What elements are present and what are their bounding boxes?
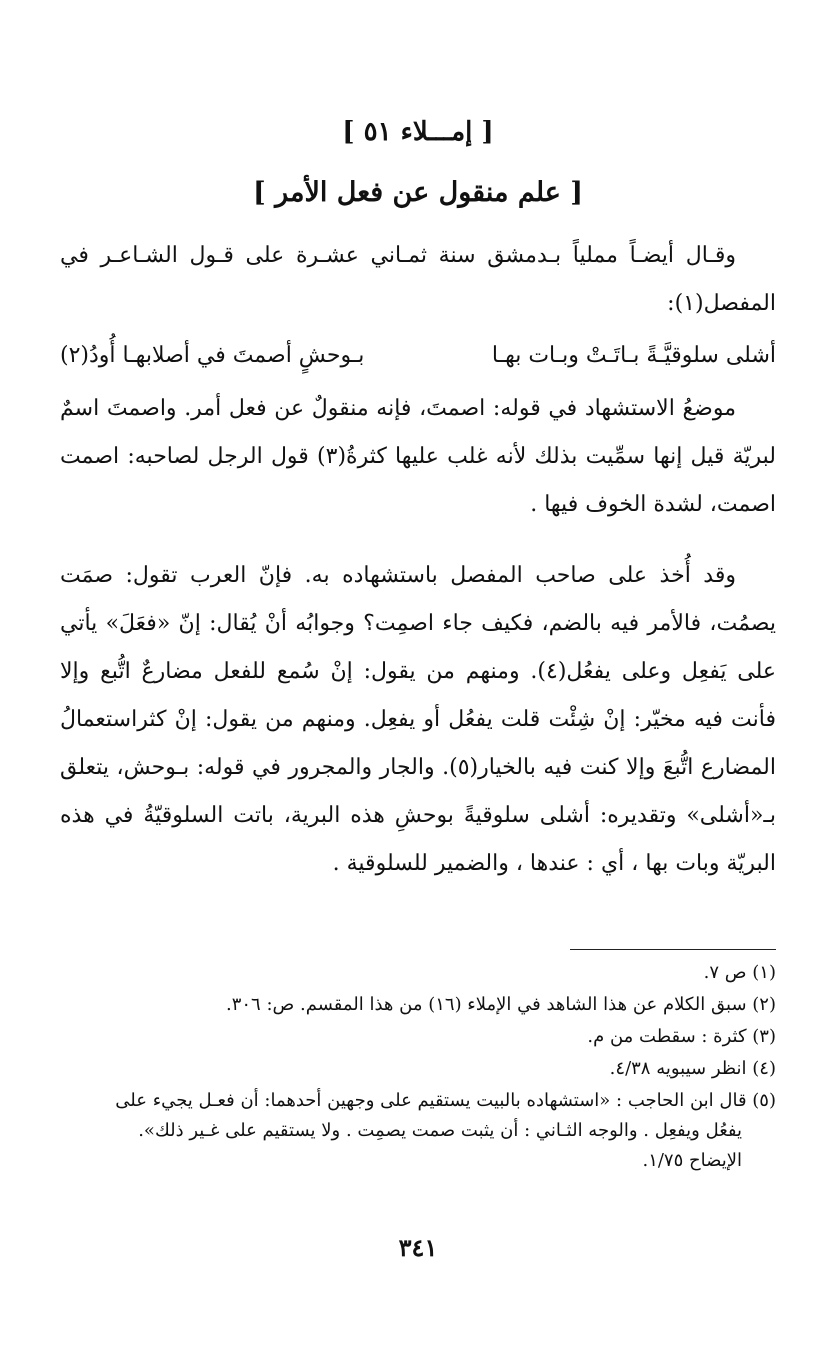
verse-hemistich-second: بـوحشٍ أصمتَ في أصلابهـا أُودُ(٢) [60,343,365,368]
imla-title: [ إمـــلاء ٥١ ] [342,117,494,147]
footnote-3: (٣) كثرة : سقطت من م. [587,1026,776,1047]
footnote-5-continuation: يفعُل ويفعِل . والوجه الثـاني : أن يثبت صمت يصمِت . ولا يستقيم على غـير ذلك». [138,1120,742,1141]
document-page [60,0,776,1349]
footnote-5-text: (٥) قال ابن الحاجب : «استشهاده بالبيت يستقيم على وجهين أحدهما: أن فعـل يجيء على [115,1090,776,1111]
body-paragraph-1: موضعُ الاستشهاد في قوله: اصمتَ، فإنه منقولٌ عن فعل أمر. واصمتَ اسمٌ لبريّة قيل إنها سمِّيت بذلك لأنه غلب عليها كثرةُ(٣) قول الرجل لصاحبه: اصمت اصمت، لشدة الخوف فيها . [60,396,776,517]
footnote-4: (٤) انظر سيبويه ٤/٣٨. [609,1058,776,1079]
footnote-5 [60,1086,776,1176]
footnote-1: (١) ص ٧. [703,962,776,983]
footnote-5-source: الإيضاح ١/٧٥. [642,1150,742,1171]
poetry-verse [60,332,776,380]
verse-hemistich-first: أشلى سلوقيَّـةً بـاتَـتْ وبـات بهـا [491,343,776,368]
footnotes-list [60,958,776,1178]
footnote-2: (٢) سبق الكلام عن هذا الشاهد في الإملاء (١٦) من هذا المقسم. ص: ٣٠٦. [225,994,776,1015]
body-paragraph-2: وقد أُخذ على صاحب المفصل باستشهاده به. فإنّ العرب تقول: صمَت يصمُت، فالأمر فيه بالضم، فكيف جاء اصمِت؟ وجوابُه أنْ يُقال: إنّ «فعَلَ» يأتي على يَفعِل وعلى يفعُل(٤). ومنهم من يقول: إنْ سُمع للفعل مضارعٌ اتُّبع وإلا فأنت فيه مخيّر: إنْ شِئْت قلت يفعُل أو يفعِل. ومنهم من يقول: إنْ كثراستعمالُ المضارع اتُّبعَ وإلا كنت فيه بالخيار(٥). والجار والمجرور في قوله: بـوحش، يتعلق بـ«أشلى» وتقديره: أشلى سلوقيةً بوحشِ هذه البرية، باتت السلوقيّةُ في هذه البريّة وبات بها ، أي : عندها ، والضمير للسلوقية . [60,563,777,876]
subject-title: [ علم منقول عن فعل الأمر ] [252,177,584,208]
footnote-separator [570,949,776,950]
page-number: ٣٤١ [398,1233,438,1262]
intro-paragraph: وقـال أيضـاً مملياً بـدمشق سنة ثمـاني عشـرة على قـول الشـاعـر في المفصل(١): [60,243,776,316]
